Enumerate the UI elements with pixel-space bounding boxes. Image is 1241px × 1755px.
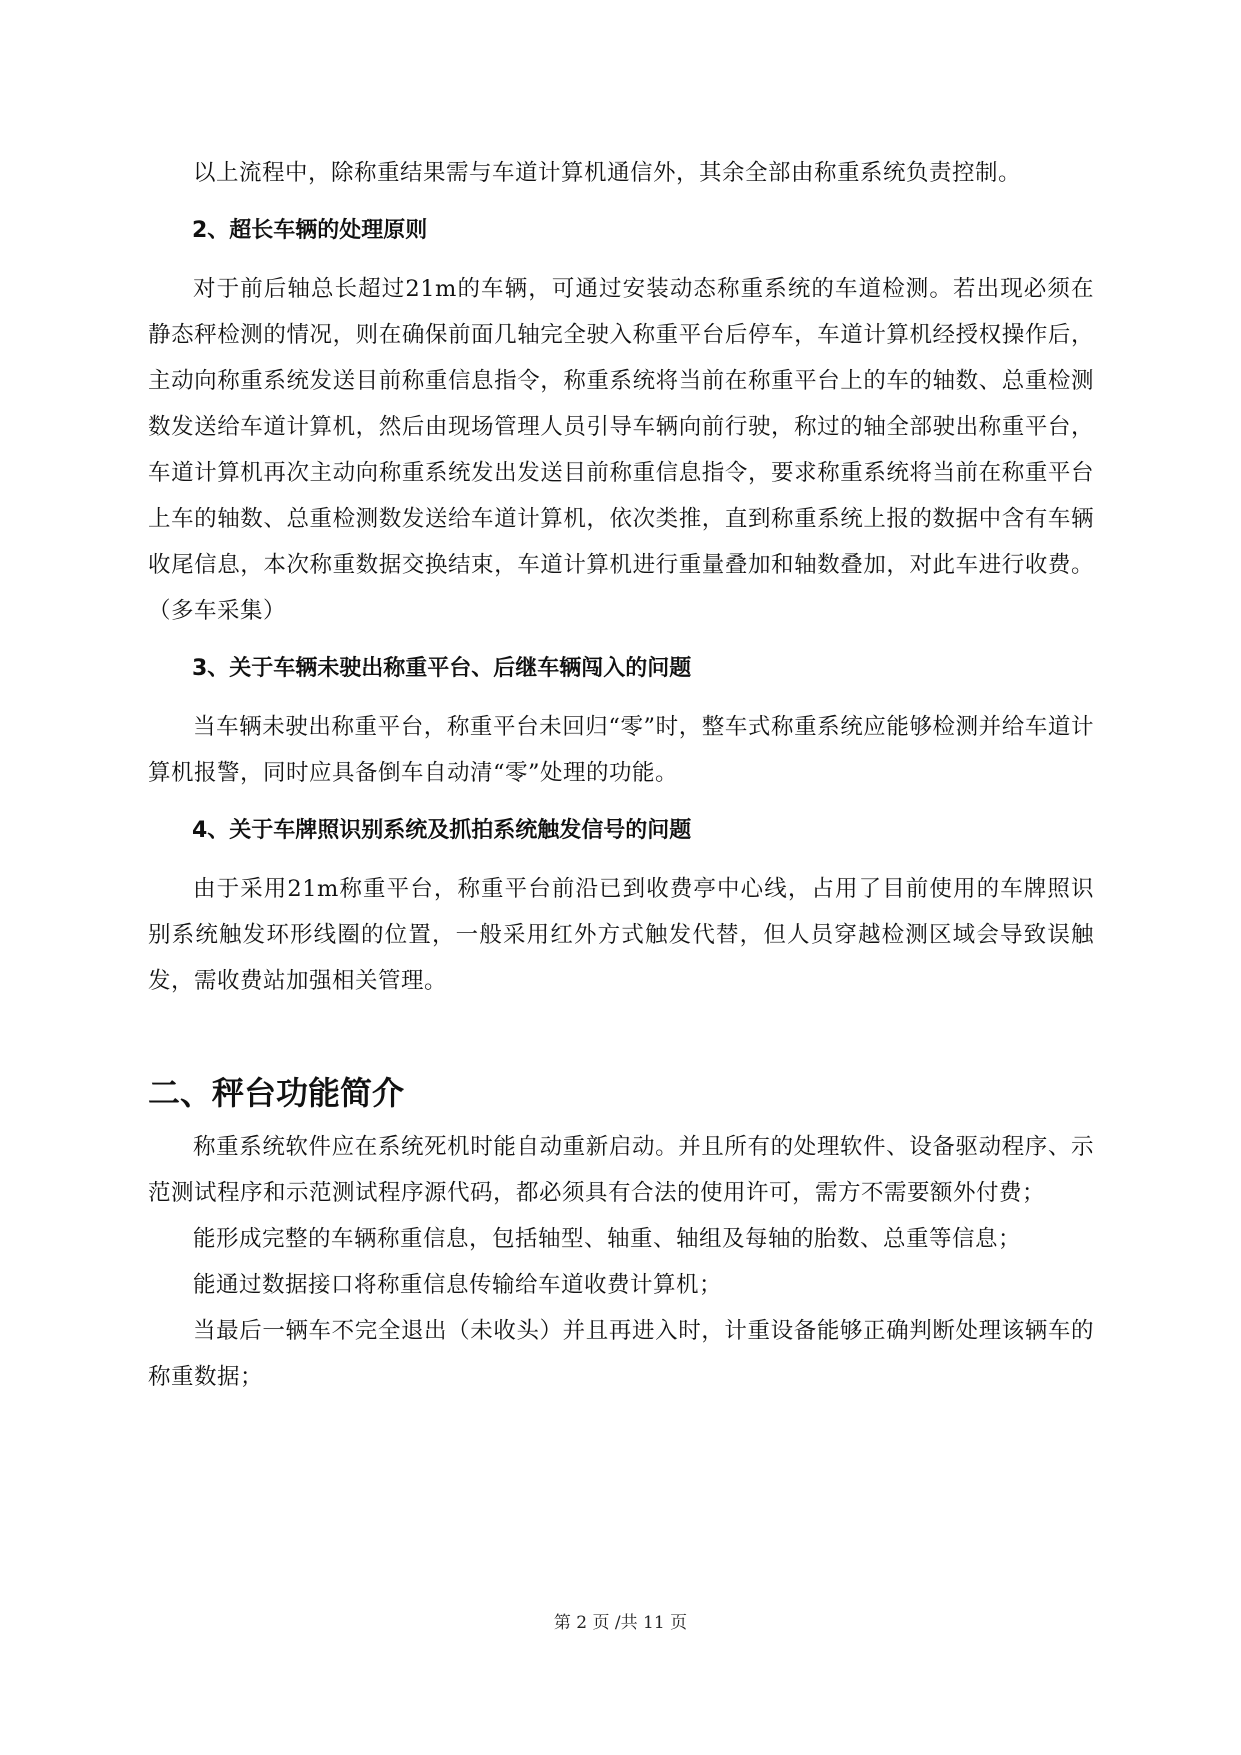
paragraph-plate-recognition-trigger: 由于采用21m称重平台，称重平台前沿已到收费亭中心线，占用了目前使用的车牌照识别系统触发环形线圈的位置，一般采用红外方式触发代替，但人员穿越检测区域会导致误触发，需收费站加强相关管理。 xyxy=(148,876,1094,994)
paragraph-weighing-info: 能形成完整的车辆称重信息，包括轴型、轴重、轴组及每轴的胎数、总重等信息； xyxy=(193,1226,1022,1252)
section-spacer xyxy=(148,1004,1094,1068)
paragraph-data-interface: 能通过数据接口将称重信息传输给车道收费计算机； xyxy=(193,1272,723,1298)
paragraph-reentry-handling: 当最后一辆车不完全退出（未收头）并且再进入时，计重设备能够正确判断处理该辆车的称重数据； xyxy=(148,1318,1094,1390)
subheading-overlength-vehicles: 2、超长车辆的处理原则 xyxy=(192,218,428,243)
page-content xyxy=(148,150,1094,1400)
paragraph-intro: 以上流程中，除称重结果需与车道计算机通信外，其余全部由称重系统负责控制。 xyxy=(193,160,1022,186)
subheading-plate-recognition-trigger: 4、关于车牌照识别系统及抓拍系统触发信号的问题 xyxy=(192,818,692,843)
section-title-platform-functions: 二、秤台功能简介 xyxy=(148,1074,405,1112)
page-footer: 第 2 页 /共 11 页 xyxy=(553,1613,688,1633)
paragraph-overlength-vehicles: 对于前后轴总长超过21m的车辆，可通过安装动态称重系统的车道检测。若出现必须在静态秤检测的情况，则在确保前面几轴完全驶入称重平台后停车，车道计算机经授权操作后，主动向称重系统发送目前称重信息指令，称重系统将当前在称重平台上的车的轴数、总重检测数发送给车道计算机，然后由现场管理人员引导车辆向前行驶，称过的轴全部驶出称重平台，车道计算机再次主动向称重系统发出发送目前称重信息指令，要求称重系统将当前在称重平台上车的轴数、总重检测数发送给车道计算机，依次类推，直到称重系统上报的数据中含有车辆收尾信息，本次称重数据交换结束，车道计算机进行重量叠加和轴数叠加，对此车进行收费。（多车采集） xyxy=(148,276,1094,624)
paragraph-software-restart: 称重系统软件应在系统死机时能自动重新启动。并且所有的处理软件、设备驱动程序、示范测试程序和示范测试程序源代码，都必须具有合法的使用许可，需方不需要额外付费； xyxy=(148,1134,1094,1206)
paragraph-vehicle-not-exited: 当车辆未驶出称重平台，称重平台未回归“零”时，整车式称重系统应能够检测并给车道计算机报警，同时应具备倒车自动清“零”处理的功能。 xyxy=(148,714,1094,786)
subheading-vehicle-not-exited: 3、关于车辆未驶出称重平台、后继车辆闯入的问题 xyxy=(192,656,692,681)
